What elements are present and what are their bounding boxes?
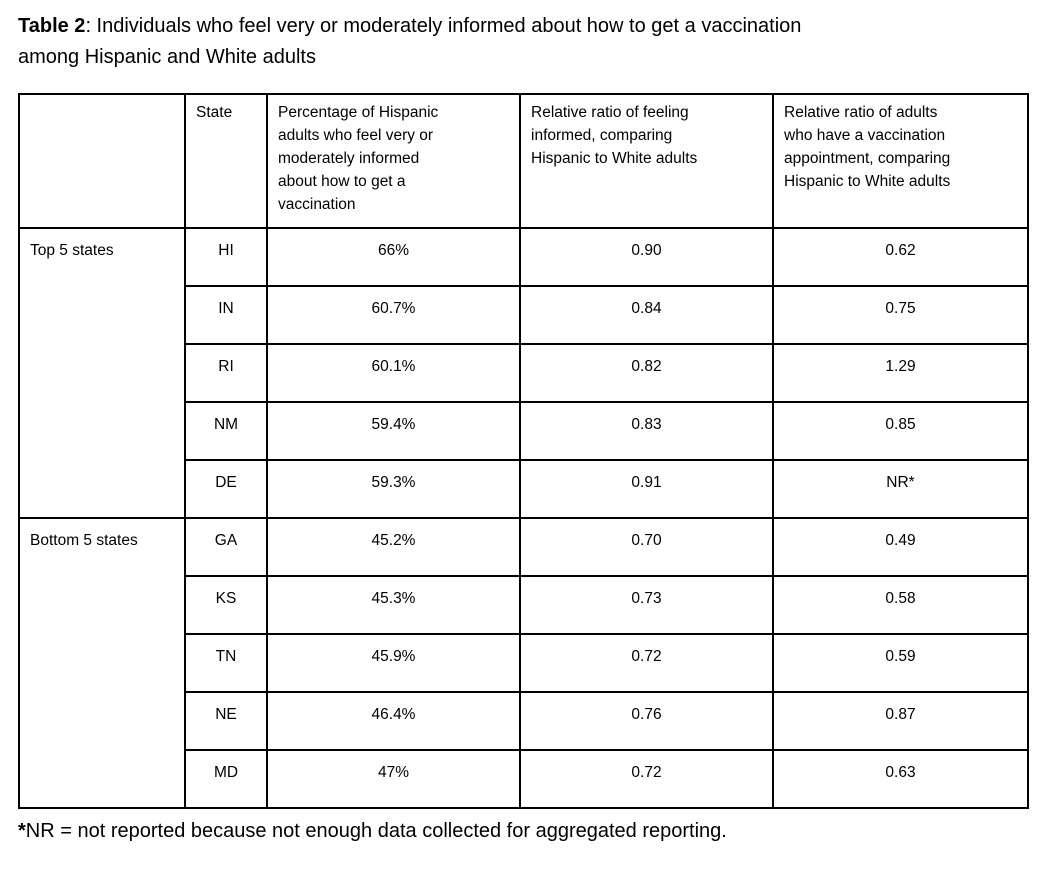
ratio-appointment-cell: NR* — [773, 460, 1028, 518]
percent-informed-cell: 47% — [267, 750, 520, 808]
column-header — [19, 94, 185, 228]
ratio-appointment-cell: 0.58 — [773, 576, 1028, 634]
state-cell: MD — [185, 750, 267, 808]
state-cell: NM — [185, 402, 267, 460]
ratio-informed-cell: 0.73 — [520, 576, 773, 634]
footnote-asterisk: * — [18, 820, 26, 842]
percent-informed-cell: 45.9% — [267, 634, 520, 692]
state-cell: IN — [185, 286, 267, 344]
table-number-label: Table 2 — [18, 15, 86, 37]
footnote-text: NR = not reported because not enough data collected for aggregated reporting. — [25, 820, 727, 842]
column-header-line: appointment, comparing — [784, 150, 951, 167]
column-header — [520, 94, 773, 228]
ratio-informed-cell: 0.76 — [520, 692, 773, 750]
ratio-appointment-cell: 0.59 — [773, 634, 1028, 692]
percent-informed-cell: 46.4% — [267, 692, 520, 750]
state-cell: HI — [185, 228, 267, 286]
column-header-line: Relative ratio of feeling — [531, 104, 689, 121]
group-label-cell: Bottom 5 states — [19, 518, 185, 808]
ratio-informed-cell: 0.82 — [520, 344, 773, 402]
footnote — [18, 817, 1045, 845]
ratio-informed-cell: 0.72 — [520, 634, 773, 692]
percent-informed-cell: 59.4% — [267, 402, 520, 460]
percent-informed-cell: 59.3% — [267, 460, 520, 518]
column-header-line: who have a vaccination — [784, 127, 946, 144]
percent-informed-cell: 45.3% — [267, 576, 520, 634]
column-header — [267, 94, 520, 228]
group-label-cell: Top 5 states — [19, 228, 185, 518]
column-header-line: informed, comparing — [531, 127, 673, 144]
column-header — [773, 94, 1028, 228]
table-row — [19, 228, 1028, 286]
state-cell: TN — [185, 634, 267, 692]
ratio-appointment-cell: 1.29 — [773, 344, 1028, 402]
ratio-appointment-cell: 0.49 — [773, 518, 1028, 576]
percent-informed-cell: 66% — [267, 228, 520, 286]
column-header-line: State — [196, 104, 233, 121]
state-cell: GA — [185, 518, 267, 576]
ratio-appointment-cell: 0.62 — [773, 228, 1028, 286]
page-title — [18, 11, 998, 73]
column-header-line: Relative ratio of adults — [784, 104, 938, 121]
state-cell: KS — [185, 576, 267, 634]
column-header-line: Percentage of Hispanic — [278, 104, 439, 121]
ratio-appointment-cell: 0.87 — [773, 692, 1028, 750]
ratio-informed-cell: 0.70 — [520, 518, 773, 576]
table-body — [19, 228, 1028, 808]
table-title-text: : Individuals who feel very or moderately informed about how to get a vaccination — [85, 15, 802, 37]
state-cell: DE — [185, 460, 267, 518]
ratio-informed-cell: 0.90 — [520, 228, 773, 286]
column-header-line: vaccination — [278, 196, 356, 213]
column-header — [185, 94, 267, 228]
ratio-informed-cell: 0.83 — [520, 402, 773, 460]
ratio-appointment-cell: 0.85 — [773, 402, 1028, 460]
ratio-informed-cell: 0.72 — [520, 750, 773, 808]
ratio-informed-cell: 0.91 — [520, 460, 773, 518]
column-header-line: adults who feel very or — [278, 127, 434, 144]
column-header-line: about how to get a — [278, 173, 406, 190]
data-table — [18, 93, 1029, 809]
percent-informed-cell: 45.2% — [267, 518, 520, 576]
ratio-appointment-cell: 0.75 — [773, 286, 1028, 344]
percent-informed-cell: 60.7% — [267, 286, 520, 344]
column-header-line: Hispanic to White adults — [784, 173, 951, 190]
state-cell: NE — [185, 692, 267, 750]
state-cell: RI — [185, 344, 267, 402]
column-header-line: moderately informed — [278, 150, 420, 167]
table-header-row — [19, 94, 1028, 228]
table-title-text-line2: among Hispanic and White adults — [18, 46, 316, 68]
table-row — [19, 518, 1028, 576]
ratio-appointment-cell: 0.63 — [773, 750, 1028, 808]
percent-informed-cell: 60.1% — [267, 344, 520, 402]
column-header-line: Hispanic to White adults — [531, 150, 698, 167]
ratio-informed-cell: 0.84 — [520, 286, 773, 344]
